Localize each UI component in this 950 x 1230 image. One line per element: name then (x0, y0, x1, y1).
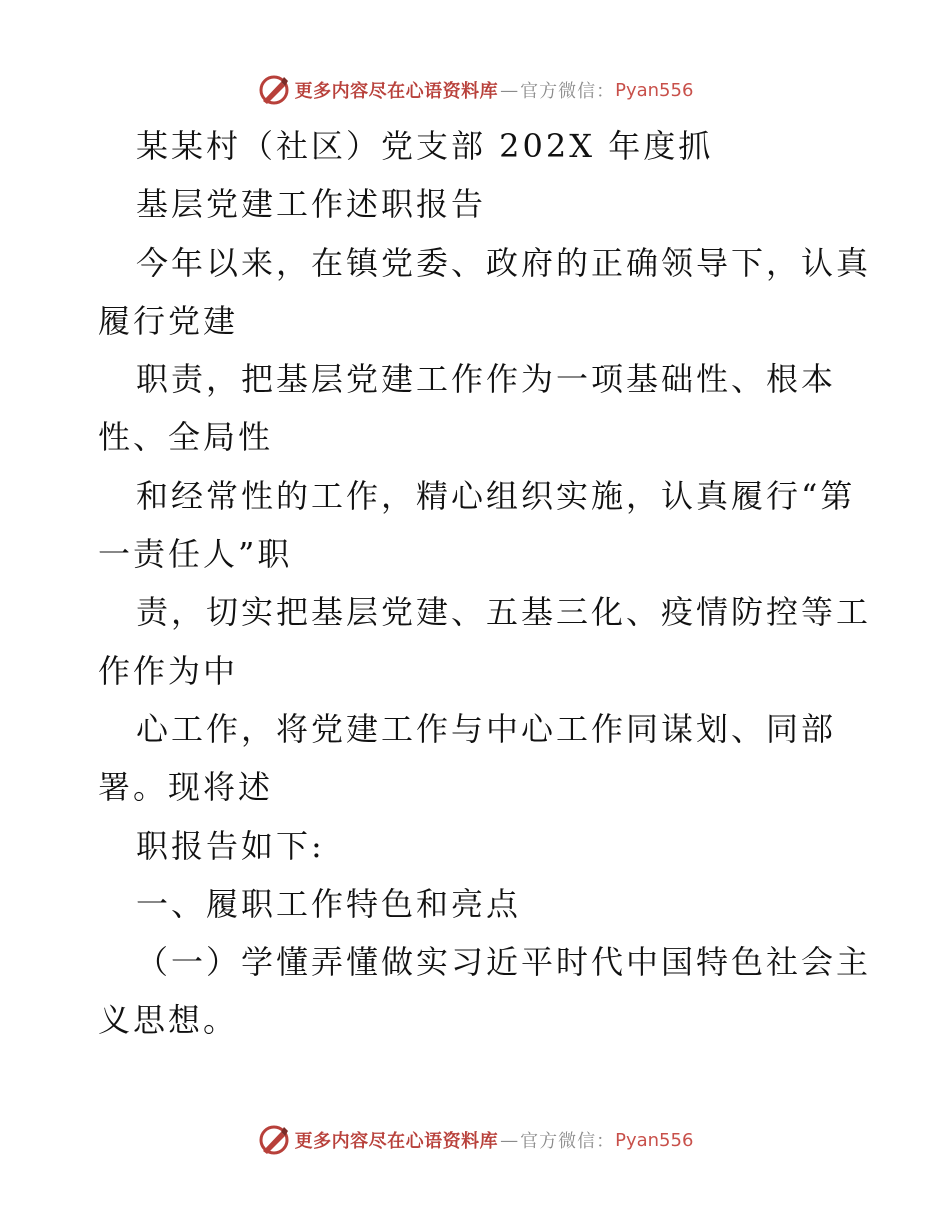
paragraph-line: 职报告如下: (136, 826, 325, 865)
watermark-separator: — (500, 1129, 519, 1151)
subsection-heading: 义思想。 (98, 1001, 239, 1040)
watermark-id: Pyan556 (615, 79, 694, 101)
paragraph-line: 责，切实把基层党建、五基三化、疫情防控等工 (136, 593, 872, 632)
watermark-separator: — (500, 79, 519, 101)
pen-logo-icon (257, 73, 291, 107)
paragraph-line: 心工作，将党建工作与中心工作同谋划、同部 (136, 709, 837, 748)
watermark-label: 官方微信： (520, 1131, 616, 1152)
subsection-heading: （一）学懂弄懂做实习近平时代中国特色社会主 (136, 943, 872, 982)
document-title-line: 基层党建工作述职报告 (136, 185, 487, 224)
document-body (98, 117, 872, 1050)
paragraph-line: 履行党建 (98, 301, 239, 340)
watermark-brand: 更多内容尽在心语资料库 (294, 1131, 499, 1152)
paragraph-line: 今年以来，在镇党委、政府的正确领导下，认真 (136, 243, 872, 282)
pen-logo-icon (257, 1123, 291, 1157)
watermark-label: 官方微信： (520, 81, 616, 102)
document-title-line: 某某村（社区）党支部 202X 年度抓 (136, 127, 714, 165)
footer-watermark (0, 1120, 950, 1160)
paragraph-line: 性、全局性 (98, 418, 274, 457)
paragraph-line: 作作为中 (98, 651, 239, 690)
paragraph-line: 职责，把基层党建工作作为一项基础性、根本 (136, 360, 837, 399)
watermark-brand: 更多内容尽在心语资料库 (294, 81, 499, 102)
section-heading: 一、履职工作特色和亮点 (136, 884, 522, 923)
header-watermark (0, 70, 950, 110)
paragraph-line: 和经常性的工作，精心组织实施，认真履行“第 (136, 476, 856, 515)
watermark-id: Pyan556 (615, 1129, 694, 1151)
paragraph-line: 署。现将述 (98, 768, 274, 807)
paragraph-line: 一责任人”职 (98, 535, 293, 574)
